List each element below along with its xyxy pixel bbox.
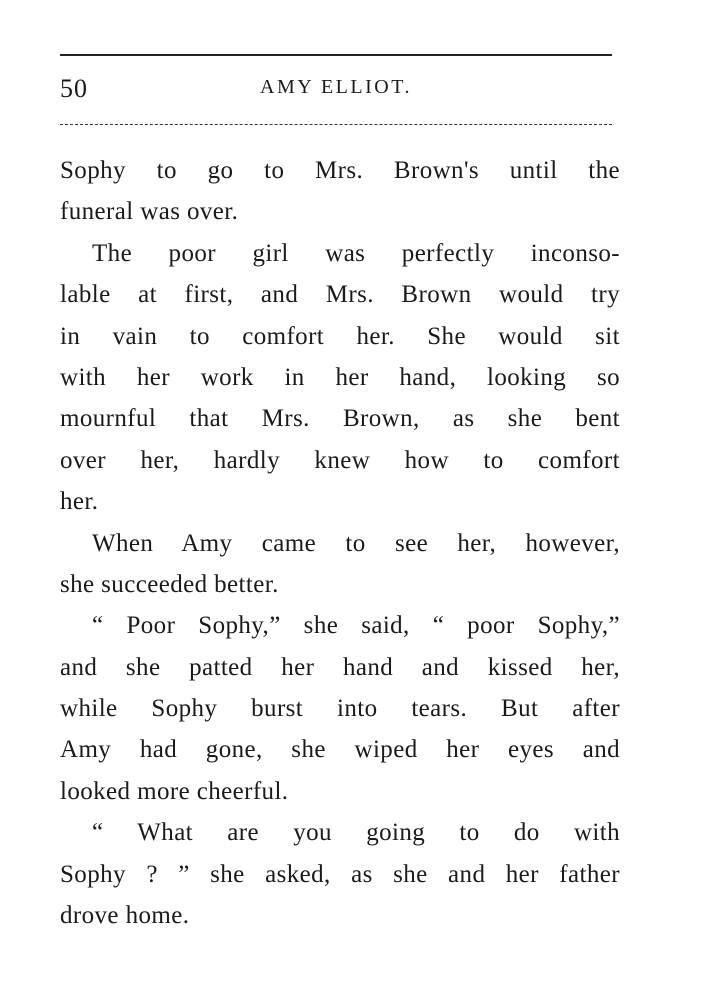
- running-title: AMY ELLIOT.: [260, 76, 412, 98]
- body-text: [60, 150, 620, 936]
- text-line: her.: [60, 488, 99, 516]
- text-line: Sophy to go to Mrs. Brown's until the: [60, 157, 620, 184]
- paragraph-first-line: “ Poor Sophy,” she said, “ poor Sophy,”: [92, 612, 620, 640]
- text-line: over her, hardly knew how to comfort: [60, 446, 620, 474]
- text-line: and she patted her hand and kissed her,: [60, 653, 620, 681]
- paragraph-first-line: The poor girl was perfectly inconso-: [92, 239, 620, 267]
- text-line: while Sophy burst into tears. But after: [60, 695, 620, 723]
- header-bottom-rule: [60, 124, 612, 125]
- text-line: drove home.: [60, 902, 190, 930]
- paragraph-first-line: “ What are you going to do with: [92, 819, 620, 847]
- running-head: [60, 74, 612, 108]
- text-line: funeral was over.: [60, 198, 239, 226]
- paragraph-first-line: When Amy came to see her, however,: [92, 529, 620, 557]
- text-line: Amy had gone, she wiped her eyes and: [60, 736, 620, 764]
- text-line: with her work in her hand, looking so: [60, 363, 620, 391]
- text-line: looked more cheerful.: [60, 777, 289, 805]
- text-line: in vain to comfort her. She would sit: [60, 322, 620, 350]
- text-line: she succeeded better.: [60, 570, 279, 598]
- text-line: lable at first, and Mrs. Brown would try: [60, 281, 620, 309]
- text-line: Sophy ? ” she asked, as she and her father: [60, 860, 620, 888]
- page-number: 50: [60, 74, 88, 103]
- text-line: mournful that Mrs. Brown, as she bent: [60, 405, 620, 433]
- header-top-rule: [60, 54, 612, 56]
